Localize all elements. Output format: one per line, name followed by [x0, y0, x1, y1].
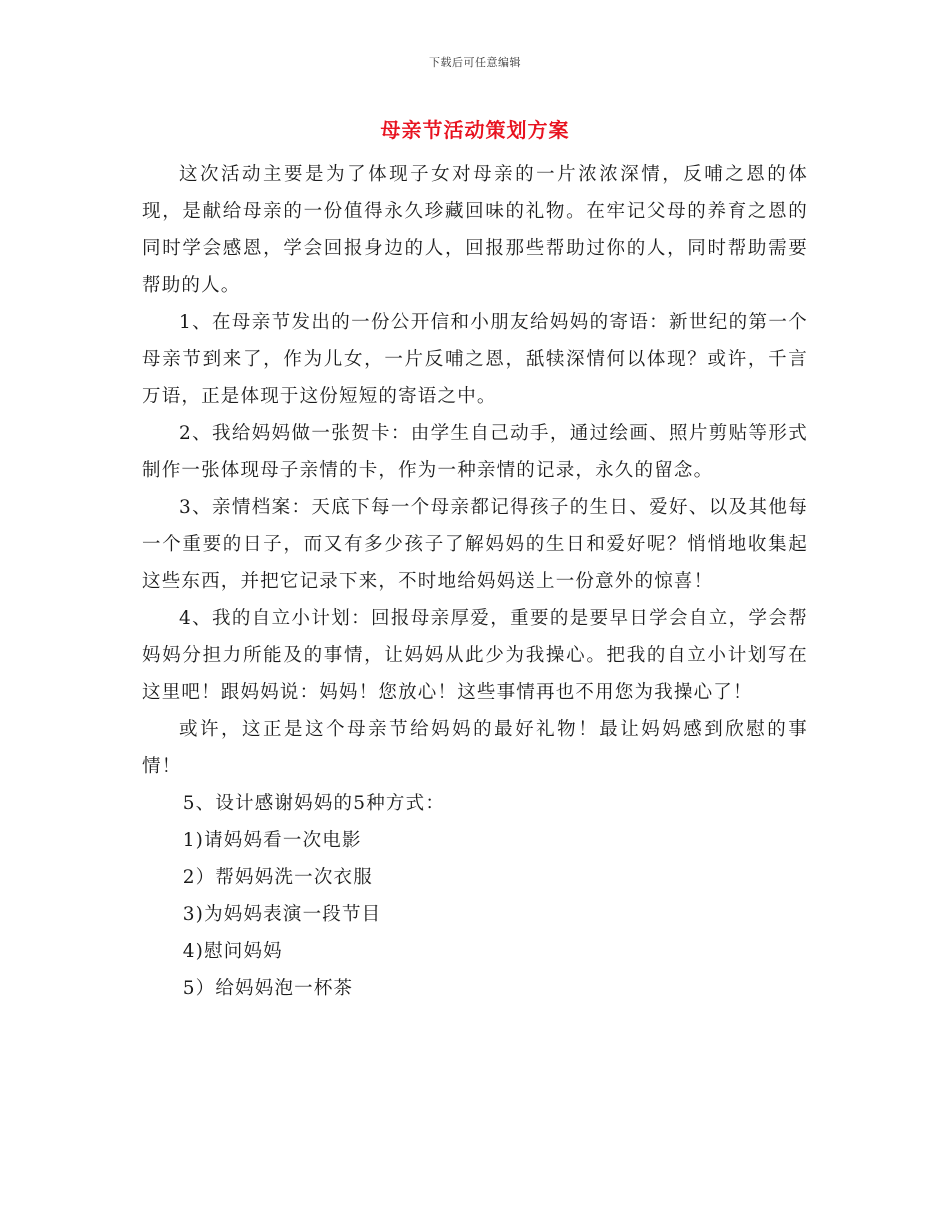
list-item: 1)请妈妈看一次电影 [182, 830, 362, 851]
item-1-paragraph: 1、在母亲节发出的一份公开信和小朋友给妈妈的寄语：新世纪的第一个母亲节到来了，作为儿女，一片反哺之恩，舐犊深情何以体现？或许，千言万语，正是体现于这份短短的寄语之中。 [142, 312, 808, 407]
item-4-paragraph: 4、我的自立小计划：回报母亲厚爱，重要的是要早日学会自立，学会帮妈妈分担力所能及的事情，让妈妈从此少为我操心。把我的自立小计划写在这里吧！跟妈妈说：妈妈！您放心！这些事情再也不用您为我操心了！ [142, 608, 808, 703]
list-item: 5）给妈妈泡一杯茶 [182, 978, 354, 999]
list-item: 4)慰问妈妈 [182, 941, 283, 962]
header-note: 下载后可任意编辑 [429, 56, 521, 69]
item-3-paragraph: 3、亲情档案：天底下每一个母亲都记得孩子的生日、爱好、以及其他每一个重要的日子，而又有多少孩子了解妈妈的生日和爱好呢？悄悄地收集起这些东西，并把它记录下来，不时地给妈妈送上一份意外的惊喜！ [142, 497, 808, 592]
closing-paragraph: 或许，这正是这个母亲节给妈妈的最好礼物！最让妈妈感到欣慰的事情！ [142, 719, 808, 777]
list-item: 3)为妈妈表演一段节目 [182, 904, 382, 925]
document-title: 母亲节活动策划方案 [380, 118, 570, 142]
list-item: 2）帮妈妈洗一次衣服 [182, 867, 373, 888]
intro-paragraph: 这次活动主要是为了体现子女对母亲的一片浓浓深情，反哺之恩的体现，是献给母亲的一份值得永久珍藏回味的礼物。在牢记父母的养育之恩的同时学会感恩，学会回报身边的人，回报那些帮助过你的人，同时帮助需要帮助的人。 [142, 164, 808, 296]
item-2-paragraph: 2、我给妈妈做一张贺卡：由学生自己动手，通过绘画、照片剪贴等形式制作一张体现母子亲情的卡，作为一种亲情的记录，永久的留念。 [142, 423, 808, 481]
list-heading: 5、设计感谢妈妈的5种方式： [182, 793, 446, 814]
document-body [142, 156, 808, 1007]
